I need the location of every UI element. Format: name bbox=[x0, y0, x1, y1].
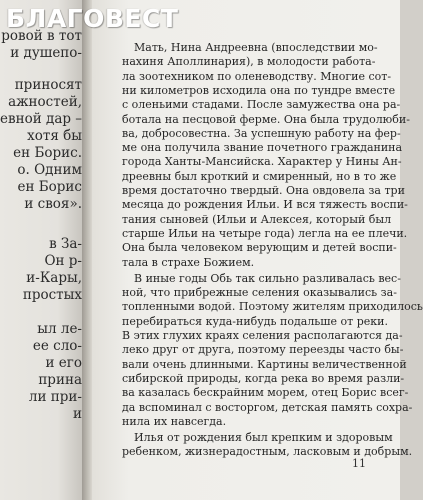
left-page-line: и его bbox=[45, 355, 82, 371]
text-line: тала в страхе Божием. bbox=[122, 255, 255, 269]
left-page-line: ее сло- bbox=[32, 338, 82, 354]
left-page-line: Он р- bbox=[44, 253, 82, 269]
text-line: ной, что прибрежные селения оказывались за- bbox=[122, 286, 397, 300]
text-line: время достаточно твердый. Она овдовела за три bbox=[122, 184, 405, 197]
text-line: ва казалась бескрайним морем, отец Борис всег- bbox=[122, 386, 409, 400]
text-line: ме она получила звание почетного гражданина bbox=[122, 141, 403, 155]
text-line: нахиня Аполлинария), в молодости работа- bbox=[122, 55, 376, 69]
text-line: леко друг от друга, поэтому переезды часто бы- bbox=[122, 343, 404, 357]
text-line: тания сыновей (Ильи и Алексея, который был bbox=[122, 212, 392, 226]
book-gutter bbox=[82, 0, 92, 500]
text-line: В иные годы Обь так сильно разливалась вес- bbox=[134, 271, 401, 285]
left-page-line: и своя». bbox=[24, 196, 82, 212]
left-page-line: простых bbox=[22, 287, 82, 303]
text-line: Она была человеком верующим и детей воспи- bbox=[122, 241, 397, 255]
left-page-line: приносят bbox=[14, 77, 82, 93]
text-line: ва, добросовестна. За успешную работу на фер- bbox=[122, 126, 401, 140]
text-line: перебираться куда-нибудь подальше от реки. bbox=[122, 314, 388, 328]
text-line: с оленьими стадами. После замужества она ра- bbox=[122, 98, 401, 112]
text-line: дреевны был кроткий и смиренный, но в то же bbox=[122, 169, 397, 183]
text-line: нила их навсегда. bbox=[122, 414, 227, 428]
text-line: вали очень длинными. Картины величественной bbox=[122, 357, 407, 371]
left-page-line: ыл ле- bbox=[37, 321, 82, 337]
watermark-logo: БЛАГОВЕСТ bbox=[6, 4, 179, 33]
left-page-line: ен Борис. bbox=[13, 145, 82, 161]
text-line: ребенком, жизнерадостным, ласковым и добрым. bbox=[122, 445, 413, 459]
text-line: ботала на песцовой ферме. Она была трудолюби- bbox=[122, 112, 410, 126]
text-line: Илья от рождения был крепким и здоровым bbox=[134, 431, 393, 445]
text-line: Мать, Нина Андреевна (впоследствии мо- bbox=[134, 41, 378, 54]
left-page-line: в За- bbox=[49, 236, 82, 252]
text-line: месяца до рождения Ильи. И вся тяжесть воспи- bbox=[122, 198, 408, 212]
left-page-line: и душепо- bbox=[10, 45, 82, 61]
text-line: старше Ильи на четыре года) легла на ее плечи. bbox=[122, 226, 408, 240]
text-line: ни километров исходила она по тундре вместе bbox=[122, 83, 396, 97]
left-page-line: прина bbox=[38, 372, 82, 388]
text-line: ла зоотехником по оленеводству. Многие сот- bbox=[122, 69, 392, 83]
text-line: В этих глухих краях селения располагаются да- bbox=[122, 329, 403, 342]
left-page-line: евной дар – bbox=[0, 111, 83, 127]
left-page-line: ровой в тот bbox=[1, 28, 82, 44]
left-page-line: ли при- bbox=[28, 389, 82, 405]
left-page-line: и-Кары, bbox=[26, 270, 82, 286]
left-page bbox=[0, 0, 82, 500]
text-line: топленными водой. Поэтому жителям приходилось bbox=[122, 300, 423, 314]
left-page-line: ен Борис bbox=[17, 179, 82, 195]
text-line: сибирской природы, когда река во время разли- bbox=[122, 371, 405, 385]
text-line: да вспоминал с восторгом, детская память сохра- bbox=[122, 400, 413, 414]
text-line: города Ханты-Мансийска. Характер у Нины Ан- bbox=[122, 155, 402, 169]
left-page-line: и bbox=[73, 406, 82, 422]
left-page-line: хотя бы bbox=[27, 128, 82, 144]
left-page-line: ажностей, bbox=[8, 94, 82, 110]
page-number: 11 bbox=[352, 457, 366, 470]
left-page-line: о. Одним bbox=[17, 162, 82, 178]
